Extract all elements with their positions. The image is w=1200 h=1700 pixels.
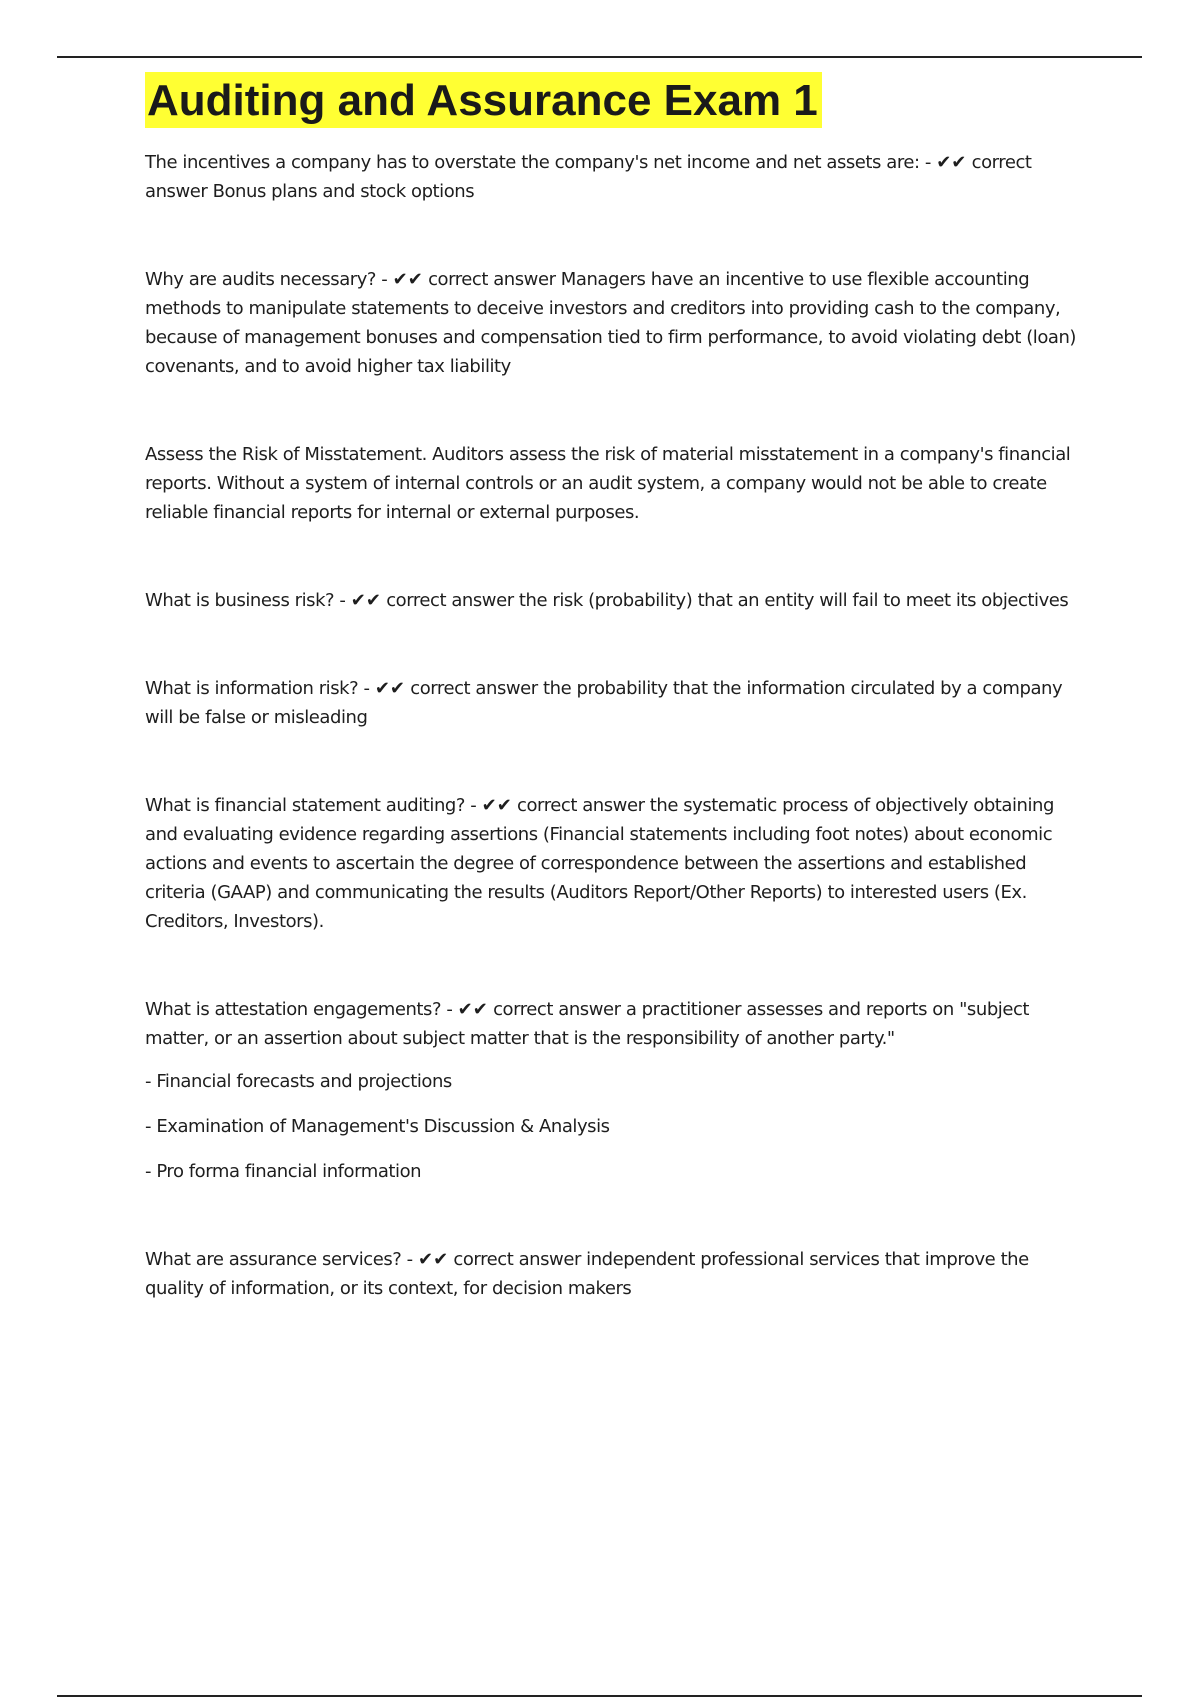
question-text: What is attestation engagements? - <box>145 999 458 1020</box>
answer-text: correct answer Bonus plans and stock options <box>145 152 1032 202</box>
answer-text: correct answer Managers have an incentive to use flexible accounting methods to manipulate statements to deceive investors and creditors into providing cash to the company, because of management bonuses and compensation tied to firm performance, to avoid violating debt (loan) covenants, and to avoid higher tax liability <box>145 269 1077 377</box>
check-icon: ✔✔ <box>350 590 381 611</box>
footer-rule <box>57 1695 1142 1697</box>
question-text: The incentives a company has to overstate the company's net income and net assets are: - <box>145 152 937 173</box>
qa-item-assurance-services <box>145 1245 1090 1303</box>
attestation-bullet-list <box>145 1067 1090 1186</box>
check-icon: ✔✔ <box>417 1249 449 1270</box>
qa-item-why-audits <box>145 265 1090 381</box>
qa-item-assess-risk: Assess the Risk of Misstatement. Auditors assess the risk of material misstatement in a company's financial reports. Without a system of internal controls or an audit system, a company would not be able to create reliable financial reports for internal or external purposes. <box>145 444 1071 523</box>
document-body <box>145 72 1090 1303</box>
bullet-item: - Pro forma financial information <box>145 1161 422 1182</box>
check-icon: ✔✔ <box>936 152 967 173</box>
check-icon: ✔✔ <box>457 999 488 1020</box>
question-text: What is financial statement auditing? - <box>145 795 482 816</box>
answer-text: correct answer independent professional services that improve the quality of information, or its context, for decision makers <box>145 1249 1029 1299</box>
qa-item-information-risk <box>145 674 1090 732</box>
question-text: What is business risk? - <box>145 590 351 611</box>
header-rule <box>57 56 1142 58</box>
bullet-item: - Examination of Management's Discussion & Analysis <box>145 1116 610 1137</box>
answer-text: correct answer a practitioner assesses and reports on "subject matter, or an assertion about subject matter that is the responsibility of another party." <box>145 999 1030 1049</box>
question-text: Why are audits necessary? - <box>145 269 393 290</box>
bullet-item: - Financial forecasts and projections <box>145 1071 452 1092</box>
answer-text: correct answer the probability that the information circulated by a company will be false or misleading <box>145 678 1063 728</box>
qa-item-fs-auditing <box>145 791 1090 936</box>
qa-item-attestation <box>145 995 1090 1186</box>
answer-text: correct answer the systematic process of objectively obtaining and evaluating evidence regarding assertions (Financial statements including foot notes) about economic actions and events to ascertain the degree of correspondence between the assertions and established criteria (GAAP) and communicating the results (Auditors Report/Other Reports) to interested users (Ex. Creditors, Investors). <box>145 795 1054 932</box>
document-title: Auditing and Assurance Exam 1 <box>145 72 822 128</box>
check-icon: ✔✔ <box>392 269 423 290</box>
qa-attestation-text <box>145 995 1090 1053</box>
qa-item-business-risk <box>145 586 1090 615</box>
qa-item-incentives <box>145 148 1090 206</box>
check-icon: ✔✔ <box>481 795 512 816</box>
answer-text: correct answer the risk (probability) that an entity will fail to meet its objectives <box>380 590 1069 611</box>
check-icon: ✔✔ <box>374 678 405 699</box>
question-text: What are assurance services? - <box>145 1249 418 1270</box>
qa-list <box>145 148 1090 1303</box>
question-text: What is information risk? - <box>145 678 375 699</box>
